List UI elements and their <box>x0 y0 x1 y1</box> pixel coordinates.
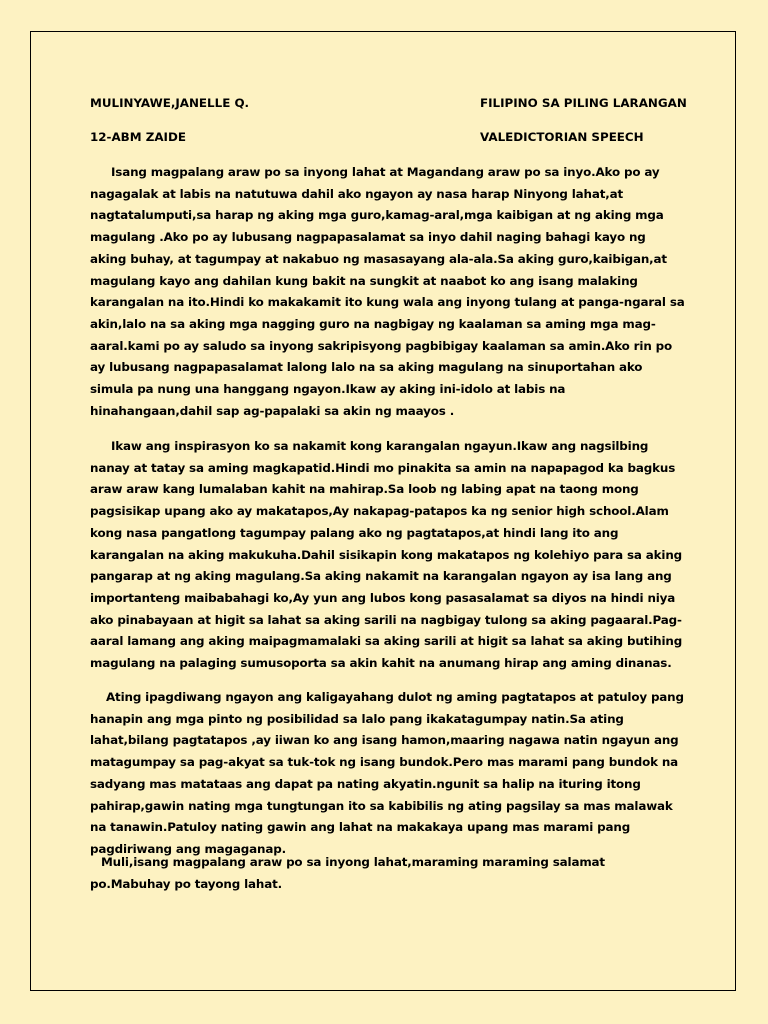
speech-paragraph-2: Ikaw ang inspirasyon ko sa nakamit kong karangalan ngayun.Ikaw ang nagsilbing nanay at tatay sa aming magkapatid.Hindi mo pinakita sa amin na napapagod ka bagkus araw araw kang lumalaban kahit na mahirap.Sa loob ng labing apat na taong mong pagsisikap upang ako ay makatapos,Ay nakapag-patapos ka ng senior high school.Alam kong nasa pangatlong tagumpay palang ako ng pagtatapos,at hindi lang ito ang karangalan na aking makukuha.Dahil sisikapin kong makatapos ng kolehiyo para sa aking pangarap at ng aking magulang.Sa aking nakamit na karangalan ngayon ay isa lang ang importanteng maibabahagi ko,Ay yun ang lubos kong pasasalamat sa diyos na hindi niya ako pinabayaan at higit sa lahat sa aking sarili na nagbigay tulong sa aking pagaaral.Pag-aaral lamang ang aking maipagmamalaki sa aking sarili at higit sa lahat sa aking butihing magulang na palaging sumusoporta sa akin kahit na anumang hirap ang aming dinanas. <box>90 439 683 671</box>
document-title: VALEDICTORIAN SPEECH <box>480 130 644 144</box>
speech-paragraph-1: Isang magpalang araw po sa inyong lahat at Magandang araw po sa inyo.Ako po ay nagagalak at labis na natutuwa dahil ako ngayon ay nasa harap Ninyong lahat,at nagtatalumputi,sa harap ng aking mga guro,kamag-aral,mga kaibigan at ng aking mga magulang .Ako po ay lubusang nagpapasalamat sa inyo dahil naging bahagi kayo ng aking buhay, at tagumpay at nakabuo ng masasayang ala-ala.Sa aking guro,kaibigan,at magulang kayo ang dahilan kung bakit na sungkit at naabot ko ang isang malaking karangalan na ito.Hindi ko makakamit ito kung wala ang inyong tulang at panga-ngaral sa akin,lalo na sa aking mga nagging guro na nagbigay ng kaalaman sa aming mga mag-aaral.kami po ay saludo sa inyong sakripisyong pagbibigay kaalaman sa amin.Ako rin po ay lubusang nagpapasalamat lalong lalo na sa aking magulang na sinuportahan ako simula pa nung una hanggang ngayon.Ikaw ay aking ini-idolo at labis na hinahangaan,dahil sap ag-papalaki sa akin ng maayos . <box>90 165 685 418</box>
student-name: MULINYAWE,JANELLE Q. <box>90 96 250 110</box>
subject-title: FILIPINO SA PILING LARANGAN <box>480 96 687 110</box>
speech-paragraph-4: Muli,isang magpalang araw po sa inyong lahat,maraming maraming salamat po.Mabuhay po tayong lahat. <box>90 855 605 891</box>
speech-paragraph-3: Ating ipagdiwang ngayon ang kaligayahang dulot ng aming pagtatapos at patuloy pang hanapin ang mga pinto ng posibilidad sa lalo pang ikakatagumpay natin.Sa ating lahat,bilang pagtatapos ,ay iiwan ko ang isang hamon,maaring nagawa natin ngayun ang matagumpay sa pag-akyat sa tuk-tok ng isang bundok.Pero mas marami pang bundok na sadyang mas matataas ang dapat pa nating akyatin.ngunit sa halip na ituring itong pahirap,gawin nating mga tungtungan ito sa kabibilis ng ating pagsilay sa mas malawak na tanawin.Patuloy nating gawin ang lahat na makakaya upang mas marami pang pagdiriwang ang magaganap. <box>90 690 684 856</box>
student-section: 12-ABM ZAIDE <box>90 130 186 144</box>
